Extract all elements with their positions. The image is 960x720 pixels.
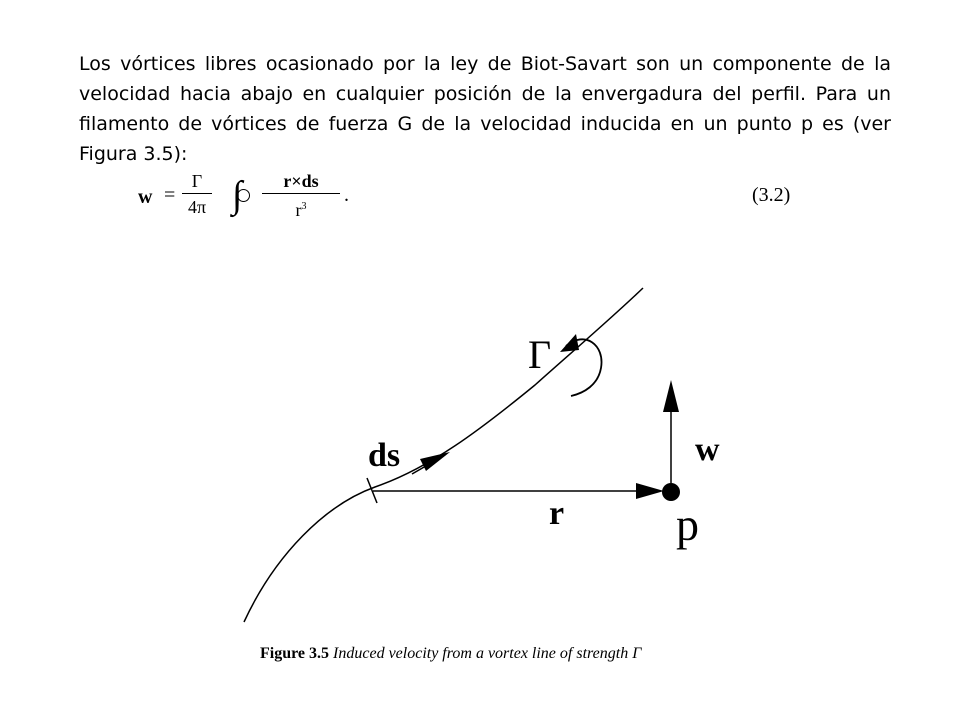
p-label: p: [676, 499, 699, 550]
eq-denominator-exponent: 3: [301, 201, 307, 212]
ds-arrowhead: [420, 452, 450, 471]
circulation-arrowhead: [560, 334, 579, 352]
eq-denominator-base: r: [295, 200, 302, 220]
r-label: r: [549, 495, 565, 532]
figure-caption: [260, 645, 641, 663]
integral-sign: ∫: [232, 174, 243, 216]
gamma-label: Γ: [528, 332, 552, 377]
body-paragraph: Los vórtices libres ocasionado por la ley de Biot-Savart son un componente de la velocidad hacia abajo en cualquier posición de la envergadura del perfil. Para un filamento de vórtices de fuerza G de la velocidad inducida en un punto p es (ver Figura 3.5):: [79, 53, 891, 165]
ds-label: ds: [368, 437, 401, 474]
w-vector-arrowhead: [663, 380, 679, 412]
caption-prefix: Figure 3.5: [260, 645, 330, 662]
equation-number: (3.2): [752, 184, 791, 206]
eq-coef-denominator: 4π: [187, 197, 207, 217]
r-vector-arrowhead: [636, 483, 664, 499]
eq-equals: =: [164, 184, 176, 206]
eq-coef-numerator: Γ: [191, 171, 203, 191]
eq-period: .: [344, 184, 349, 206]
eq-integrand-numerator: r×ds: [283, 171, 319, 191]
w-label: w: [695, 431, 720, 468]
eq-lhs: w: [138, 186, 153, 208]
caption-text: Induced velocity from a vortex line of strength Γ: [333, 645, 642, 662]
